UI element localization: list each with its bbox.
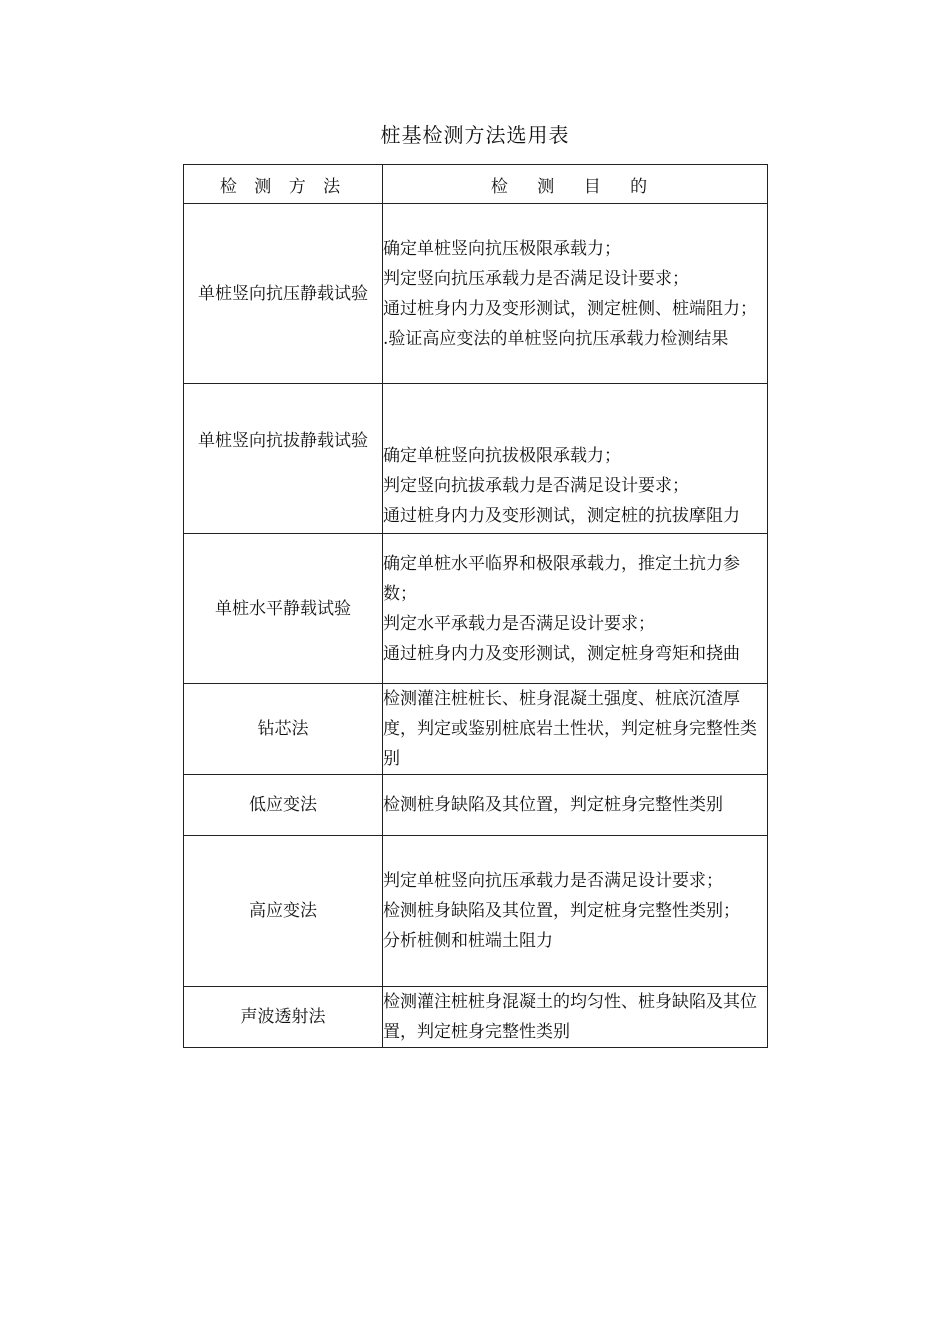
table-row [184,204,768,384]
purpose-line: 分析桩侧和桩端土阻力 [383,931,553,951]
table-row [184,684,768,775]
purpose-line: 检测灌注桩桩身混凝土的均匀性、桩身缺陷及其位置，判定桩身完整性类别 [383,992,757,1042]
purpose-line: 判定竖向抗压承载力是否满足设计要求； [383,268,689,289]
header-method: 检 测 方 法 [184,165,383,204]
table-header-row [184,165,768,204]
method-cell: 单桩竖向抗拔静载试验 [184,384,383,534]
purpose-line: 检测桩身缺陷及其位置，判定桩身完整性类别 [383,795,723,815]
method-cell: 低应变法 [184,775,383,836]
purpose-cell [383,384,768,534]
header-purpose: 检 测 目 的 [383,165,768,204]
method-cell: 单桩水平静载试验 [184,534,383,684]
purpose-line: 判定竖向抗拔承载力是否满足设计要求； [383,476,689,496]
purpose-line: 检测桩身缺陷及其位置，判定桩身完整性类别； [383,901,740,921]
table-row [184,775,768,836]
purpose-cell [383,204,768,384]
method-selection-table [183,164,768,1048]
purpose-cell [383,775,768,836]
purpose-line: 确定单桩竖向抗拔极限承载力； [383,446,621,466]
purpose-line: 通过桩身内力及变形测试，测定桩身弯矩和挠曲 [383,643,740,664]
purpose-line: 确定单桩竖向抗压极限承载力； [383,238,621,259]
purpose-line: 判定单桩竖向抗压承载力是否满足设计要求； [383,871,723,891]
table-row [184,534,768,684]
method-cell: 高应变法 [184,836,383,987]
purpose-line: 通过桩身内力及变形测试，测定桩的抗拔摩阻力 [383,506,740,526]
purpose-cell [383,987,768,1048]
purpose-line: 通过桩身内力及变形测试，测定桩侧、桩端阻力； [383,298,757,319]
purpose-cell [383,684,768,775]
method-cell: 声波透射法 [184,987,383,1048]
purpose-cell [383,836,768,987]
page-title: 桩基检测方法选用表 [380,123,570,147]
table-row [184,384,768,534]
table-row [184,836,768,987]
method-cell: 钻芯法 [184,684,383,775]
purpose-line: 检测灌注桩桩长、桩身混凝土强度、桩底沉渣厚度，判定或鉴别桩底岩土性状，判定桩身完整性类别 [383,689,757,769]
purpose-cell [383,534,768,684]
method-cell: 单桩竖向抗压静载试验 [184,204,383,384]
purpose-line: .验证高应变法的单桩竖向抗压承载力检测结果 [383,328,729,349]
purpose-line: 判定水平承载力是否满足设计要求； [383,613,655,634]
purpose-line: 确定单桩水平临界和极限承载力，推定土抗力参数； [383,553,740,604]
table-row [184,987,768,1048]
